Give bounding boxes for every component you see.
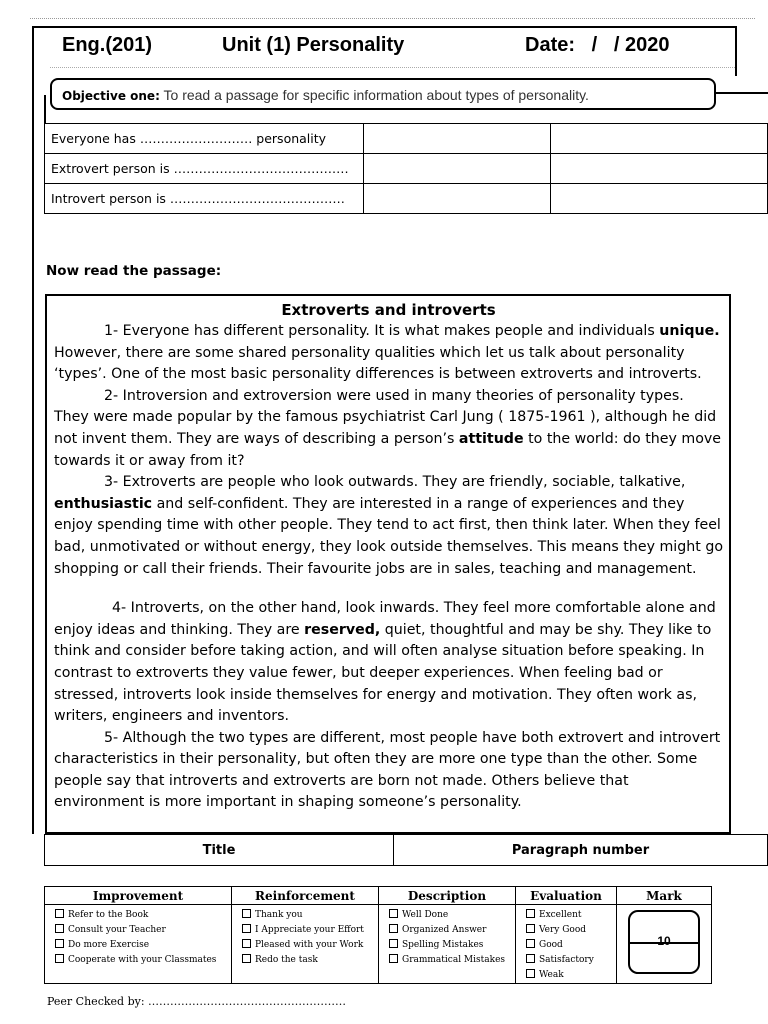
passage-box [45, 294, 731, 834]
option-label: Thank you [255, 910, 303, 920]
paragraph-number-header: Paragraph number [394, 835, 768, 866]
checkbox-icon[interactable] [242, 924, 251, 933]
question-row [45, 124, 768, 154]
question-row [45, 154, 768, 184]
checkbox-icon[interactable] [55, 954, 64, 963]
paragraph-1-text-end: However, there are some shared personality qualities which let us talk about personality ‘types’. One of the most basic personality differences is between extroverts and introverts. [54, 344, 702, 383]
reading-instruction: Now read the passage: [46, 263, 222, 279]
feedback-table [44, 886, 712, 984]
option-label: Do more Exercise [68, 940, 150, 950]
date-field: Date: / / 2020 [525, 34, 670, 56]
feedback-header-row [45, 887, 712, 905]
keyword-attitude: attitude [458, 430, 524, 447]
checkbox-icon[interactable] [526, 954, 535, 963]
keyword-unique: unique. [659, 323, 720, 339]
checkbox-icon[interactable] [526, 909, 535, 918]
passage-title: Extroverts and introverts [281, 301, 496, 319]
checkbox-option[interactable] [55, 953, 231, 968]
checkbox-icon[interactable] [242, 954, 251, 963]
option-label: Grammatical Mistakes [402, 955, 506, 965]
answer-cell[interactable] [551, 124, 768, 154]
checkbox-icon[interactable] [389, 954, 398, 963]
description-header: Description [379, 887, 516, 905]
evaluation-header: Evaluation [516, 887, 617, 905]
page-frame-left [32, 26, 34, 834]
paragraph-2-text: 2- Introversion and extroversion were used in many theories of personality types. They were made popular by the famous psychiatrist Carl Jung ( 1875-1961 ), although he did not invent them. They are ways of describing a person’s [54, 387, 717, 447]
option-label: Consult your Teacher [68, 925, 166, 935]
option-label: Excellent [539, 910, 582, 920]
checkbox-option[interactable] [389, 923, 515, 938]
peer-checked-line: Peer Checked by: ……………………………………………… [47, 995, 347, 1008]
top-dotted-rule [30, 18, 755, 19]
checkbox-option[interactable] [526, 908, 616, 923]
objective-text: To read a passage for specific information about types of personality. [163, 87, 589, 103]
reinforcement-header: Reinforcement [232, 887, 379, 905]
description-options [379, 905, 516, 984]
checkbox-option[interactable] [389, 938, 515, 953]
question-row [45, 184, 768, 214]
checkbox-option[interactable] [55, 908, 231, 923]
improvement-header: Improvement [45, 887, 232, 905]
unit-title: Unit (1) Personality [222, 34, 405, 56]
paragraph-4 [54, 598, 723, 728]
evaluation-options [516, 905, 617, 984]
checkbox-option[interactable] [526, 938, 616, 953]
mark-divider [630, 942, 698, 944]
answer-cell[interactable] [364, 124, 551, 154]
checkbox-icon[interactable] [389, 909, 398, 918]
answer-cell[interactable] [364, 154, 551, 184]
checkbox-icon[interactable] [526, 939, 535, 948]
title-paragraph-row [45, 835, 768, 866]
objective-label: Objective one: [62, 89, 160, 103]
paragraph-5: 5- Although the two types are different, most people have both extrovert and introvert characteristics in their personality, but often they are more one type than the other. Some people say that introverts and extroverts are born not made. Others believe that environment is more important in shaping someone’s personality. [54, 729, 721, 811]
paragraph-1-text: 1- Everyone has different personality. It is what makes people and individuals [104, 323, 660, 339]
paragraph-1 [54, 321, 723, 386]
header-dotted-rule [50, 67, 735, 68]
objective-box [50, 78, 716, 110]
worksheet-header [62, 34, 722, 60]
paragraph-2 [54, 386, 723, 472]
checkbox-icon[interactable] [55, 924, 64, 933]
mark-total: 10 [657, 934, 671, 948]
option-label: Very Good [539, 925, 587, 935]
mark-box [628, 910, 700, 974]
answer-cell[interactable] [551, 154, 768, 184]
keyword-reserved: reserved, [304, 621, 381, 638]
checkbox-option[interactable] [242, 938, 378, 953]
answer-cell[interactable] [364, 184, 551, 214]
checkbox-icon[interactable] [389, 939, 398, 948]
question-text: Extrovert person is …………………………………… [45, 154, 364, 184]
paragraph-4-text-end: quiet, thoughtful and may be shy. They like to think and consider before taking action, and will often analyse situation before speaking. In contrast to extroverts they value fewer, but deeper experiences. When feeling bad or stressed, introverts look inside themselves for energy and motivation. They often work as, writers, engineers and inventors. [54, 621, 712, 725]
paragraph-3-text: 3- Extroverts are people who look outwards. They are friendly, sociable, talkative, [104, 474, 686, 491]
title-header: Title [45, 835, 394, 866]
checkbox-option[interactable] [389, 908, 515, 923]
checkbox-option[interactable] [55, 923, 231, 938]
checkbox-icon[interactable] [389, 924, 398, 933]
feedback-options-row [45, 905, 712, 984]
checkbox-option[interactable] [242, 923, 378, 938]
paragraph-3 [54, 472, 723, 580]
improvement-options [45, 905, 232, 984]
option-label: Refer to the Book [68, 910, 149, 920]
paragraph-3-text-end: and self-confident. They are interested in a range of experiences and they enjoy spending time with other people. They tend to act first, then think later. When they feel bad, unmotivated or without energy, they look outside themselves. This means they might go shopping or call their friends. Their favourite jobs are in sales, teaching and management. [54, 495, 724, 577]
option-label: Pleased with your Work [255, 940, 364, 950]
checkbox-option[interactable] [526, 968, 616, 983]
option-label: Spelling Mistakes [402, 940, 484, 950]
header-frame-top [32, 26, 737, 28]
checkbox-option[interactable] [526, 923, 616, 938]
checkbox-icon[interactable] [55, 909, 64, 918]
answer-cell[interactable] [551, 184, 768, 214]
objective-connector [44, 95, 46, 123]
option-label: Well Done [402, 910, 449, 920]
option-label: Redo the task [255, 955, 318, 965]
option-label: Satisfactory [539, 955, 594, 965]
question-text: Introvert person is …………………………………… [45, 184, 364, 214]
mark-header: Mark [617, 887, 712, 905]
checkbox-icon[interactable] [55, 939, 64, 948]
question-text: Everyone has ……………………… personality [45, 124, 364, 154]
checkbox-option[interactable] [55, 938, 231, 953]
objective-line [716, 92, 768, 94]
checkbox-option[interactable] [242, 953, 378, 968]
paragraph-2-text-end: to the world: do they move towards it or away from it? [54, 430, 722, 469]
reinforcement-options [232, 905, 379, 984]
checkbox-icon[interactable] [526, 924, 535, 933]
course-code: Eng.(201) [62, 34, 153, 56]
option-label: Organized Answer [402, 925, 487, 935]
option-label: I Appreciate your Effort [255, 925, 364, 935]
keyword-enthusiastic: enthusiastic [54, 495, 153, 512]
mark-cell [617, 905, 712, 984]
checkbox-icon[interactable] [526, 969, 535, 978]
questions-table [44, 123, 768, 214]
paragraph-4-text: 4- Introverts, on the other hand, look inwards. They feel more comfortable alone and enjoy ideas and thinking. They are [54, 600, 716, 638]
checkbox-option[interactable] [389, 953, 515, 968]
title-paragraph-table [44, 834, 768, 866]
checkbox-option[interactable] [242, 908, 378, 923]
checkbox-icon[interactable] [242, 909, 251, 918]
option-label: Weak [539, 970, 564, 980]
checkbox-option[interactable] [526, 953, 616, 968]
option-label: Cooperate with your Classmates [68, 955, 217, 965]
option-label: Good [539, 940, 563, 950]
header-frame-right [735, 26, 737, 76]
checkbox-icon[interactable] [242, 939, 251, 948]
